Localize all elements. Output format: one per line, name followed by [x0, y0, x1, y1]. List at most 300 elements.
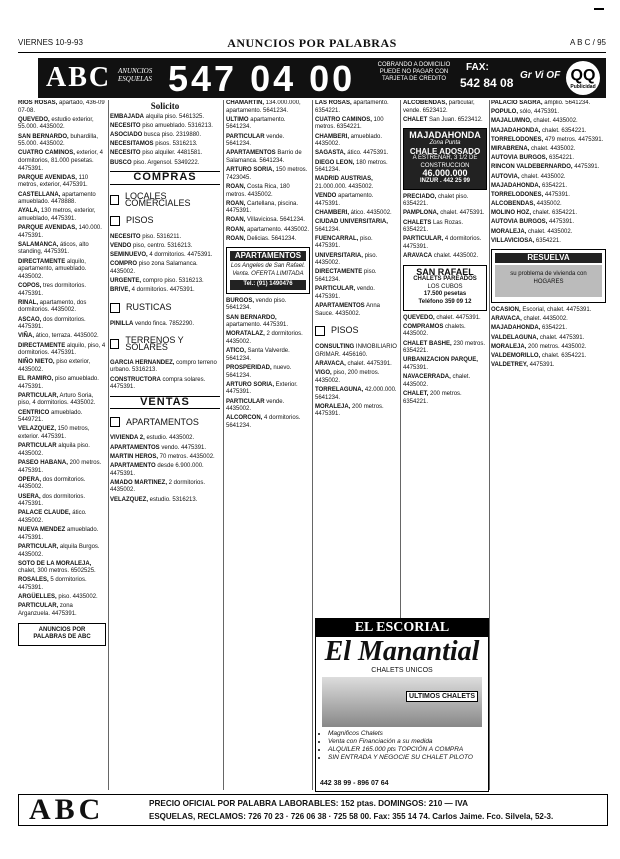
- ad-text: zona Arganzuela. 4475391.: [18, 603, 77, 618]
- ad-text: piso amueblado. 5316213.: [140, 122, 213, 129]
- ad-entry: [226, 134, 310, 149]
- ad-keyword: VELAZQUEZ,: [18, 426, 57, 433]
- ad-keyword: BRIVE,: [110, 287, 131, 294]
- ad-keyword: VIVIENDA 2,: [110, 435, 145, 442]
- ad-text: amueblado. 4475391.: [18, 527, 99, 541]
- ad-keyword: URBANIZACION PARQUE,: [403, 357, 478, 364]
- ad-keyword: ATICO,: [226, 348, 246, 355]
- ad-keyword: RINAL,: [18, 299, 38, 306]
- ad-text: ático. 4435002.: [18, 510, 87, 524]
- ad-list: [491, 100, 606, 245]
- ad-text: 6354221.: [540, 182, 568, 189]
- ad-text: San Juan. 6523412.: [427, 116, 483, 123]
- ad-text: 4475391.: [543, 191, 570, 198]
- ad-text: vendo finca. 7852290.: [133, 321, 195, 328]
- ad-entry: [110, 360, 220, 375]
- ad-text: nuevo. 5641234.: [226, 364, 292, 379]
- ad-text: apartamento. 5641234.: [226, 116, 286, 131]
- ad-text: dos dormitorios. 4475391.: [18, 493, 86, 508]
- ad-entry: [315, 176, 399, 191]
- ad-list: [110, 360, 220, 392]
- ad-keyword: ALCORCON,: [226, 415, 263, 422]
- subcat-label: APARTAMENTOS: [126, 416, 199, 427]
- badge-text: QQ: [570, 67, 596, 84]
- ad-keyword: ROAN,: [226, 217, 246, 224]
- ad-entry: [315, 370, 399, 385]
- ad-entry: [315, 387, 399, 402]
- ad-entry: [491, 100, 606, 108]
- ad-keyword: ROAN,: [226, 183, 246, 190]
- ad-entry: [18, 100, 106, 115]
- footer-logo: ABC: [29, 793, 105, 826]
- ad-entry: [226, 348, 310, 363]
- ad-text: 4475391.: [527, 362, 555, 369]
- ad-text: dos dormitorios. 4435002.: [18, 476, 86, 491]
- ad-text: chalet. 4435002.: [519, 173, 566, 180]
- ad-text: 100 metros. 6354221.: [315, 116, 384, 131]
- ad-text: 4 dormitorios. 5641234.: [226, 415, 301, 429]
- ad-keyword: PARTICULAR,: [18, 603, 59, 610]
- majadahonda-ad: [403, 128, 487, 189]
- ad-list: [403, 315, 487, 407]
- ad-keyword: DIRECTAMENTE: [18, 258, 66, 265]
- ad-entry: [226, 117, 310, 132]
- ad-text: alquilo, apartamento, amueblado. 4435002.: [18, 258, 87, 280]
- ad-keyword: APARTAMENTO: [110, 462, 156, 469]
- ad-entry: [491, 183, 606, 191]
- ad-text: 150 metros. 7423045.: [226, 167, 308, 181]
- ad-text: INMOBILIARIO GRIMAR. 4456160.: [315, 344, 397, 358]
- ad-list: [403, 100, 487, 124]
- ad-text: chalet piso. 6354221.: [403, 193, 469, 208]
- ad-entry: [18, 242, 106, 257]
- ad-keyword: NAVACERRADA,: [403, 374, 451, 381]
- ad-keyword: MOLINO HOZ,: [491, 210, 531, 217]
- ad-entry: [491, 344, 606, 352]
- ad-keyword: PINILLA: [110, 321, 134, 328]
- ad-entry: [491, 174, 606, 182]
- ad-list: [226, 298, 310, 431]
- ad-keyword: DIRECTAMENTE: [315, 269, 363, 276]
- ad-text: alquila piso. 4435002.: [18, 443, 90, 457]
- ad-entry: [315, 193, 399, 208]
- ad-keyword: PARTICULAR: [18, 443, 57, 450]
- ad-entry: [18, 561, 106, 576]
- ad-text: apartamento. 6354221.: [315, 100, 389, 114]
- ad-entry: [491, 325, 606, 333]
- ad-keyword: PARQUE AVENIDAS,: [18, 225, 77, 232]
- ad-keyword: OCASION,: [491, 307, 521, 313]
- ad-keyword: AUTOVIA BURGOS,: [491, 219, 548, 226]
- subcat-locales: [110, 190, 220, 209]
- ad-list: [110, 435, 220, 504]
- ad-text: vende. 4435002.: [226, 398, 285, 413]
- ad-text: chalet. 4435002.: [521, 316, 568, 323]
- ad-keyword: COMPRO: [110, 261, 137, 268]
- subcat-pisos: [315, 326, 399, 336]
- ad-keyword: URGENTE,: [110, 278, 142, 285]
- checkbox-icon: [110, 195, 119, 205]
- ad-entry: [403, 100, 487, 115]
- ad-keyword: PARTICULAR,: [18, 392, 59, 399]
- ad-entry: [403, 236, 487, 251]
- ad-entry: [18, 134, 106, 149]
- ad-keyword: QUEVEDO,: [403, 314, 435, 321]
- ad-text: estudio. 5316213.: [148, 496, 198, 503]
- footer-prices: PRECIO OFICIAL POR PALABRA LABORABLES: 152 ptas. DOMINGOS: 210 — IVA: [149, 799, 469, 808]
- ad-keyword: MADRID AUSTRIAS,: [315, 176, 373, 183]
- ad-keyword: TORRELODONES,: [491, 136, 544, 143]
- ad-text: piso. 4435002.: [315, 252, 378, 267]
- ad-text: piso. 4475391.: [315, 235, 373, 250]
- ad-entry: [491, 307, 606, 315]
- card-logos: Gr Vi OF: [520, 70, 561, 81]
- ad-keyword: OPERA,: [18, 476, 42, 483]
- apartamentos-ad-title: APARTAMENTOS: [230, 251, 306, 261]
- subcat-label: TERRENOS Y SOLARES: [125, 334, 184, 353]
- ad-text: 6354221.: [540, 325, 568, 332]
- ad-entry: [110, 377, 220, 392]
- ad-entry: [491, 192, 606, 200]
- ad-keyword: MORATALAZ,: [226, 331, 265, 338]
- ad-list: [315, 100, 399, 318]
- ad-entry: [18, 393, 106, 408]
- ad-text: vendo. 4475391.: [315, 286, 375, 300]
- ventas-heading: VENTAS: [110, 396, 220, 410]
- ad-keyword: ULTIMO: [226, 116, 249, 123]
- ad-keyword: COMPRAMOS: [403, 323, 444, 330]
- ad-text: estudio. 4435002.: [144, 435, 195, 442]
- ad-text: 4475391.: [572, 164, 600, 171]
- ad-keyword: CUATRO CAMINOS,: [18, 150, 75, 157]
- ad-text: A ESTRENAR, 3 1/2 DE CONSTRUCCION: [412, 155, 478, 169]
- ad-entry: [226, 184, 310, 199]
- ad-keyword: SALAMANCA,: [18, 241, 59, 248]
- ad-bullet: • Magnificos Chalets: [328, 730, 488, 738]
- ad-entry: [110, 287, 220, 295]
- ad-entry: [18, 510, 106, 525]
- ad-sub: CHALETS PAREADOS: [413, 276, 477, 283]
- ad-keyword: CHALET,: [403, 390, 429, 397]
- ad-text: Arturo Soria, piso, 4 dormitorios. 4435002.: [18, 392, 96, 407]
- ad-entry: [110, 123, 220, 131]
- ad-text: chalet. 4475391.: [538, 334, 585, 341]
- ad-keyword: CHALET: [403, 116, 428, 123]
- ad-line: CHALE ADOSADO: [409, 146, 481, 156]
- ad-entry: [18, 577, 106, 592]
- ad-text: 150 metros, exterior. 4475391.: [18, 426, 90, 441]
- ad-text: 4475391.: [547, 219, 575, 226]
- ad-entry: [18, 603, 106, 618]
- ad-text: chalet. 4435002.: [531, 118, 578, 125]
- ad-list: [226, 100, 310, 243]
- ad-entry: [226, 227, 310, 235]
- ad-keyword: LAS ROSAS,: [315, 100, 352, 106]
- ad-entry: [110, 234, 220, 242]
- ad-entry: [315, 269, 399, 284]
- ad-keyword: EMBAJADA: [110, 113, 145, 120]
- ad-entry: [403, 210, 487, 218]
- ad-entry: [315, 210, 399, 218]
- san-rafael-ad: [403, 265, 487, 311]
- ad-entry: [226, 298, 310, 313]
- ad-entry: [18, 477, 106, 492]
- ad-text: 21.000.000. 4435002.: [315, 183, 374, 190]
- ad-keyword: PALACIO SAGRA,: [491, 100, 543, 106]
- column-3: [226, 100, 310, 790]
- ad-entry: [403, 220, 487, 235]
- ad-text: compra solares. 4475391.: [110, 376, 206, 391]
- ad-text: 4 dormitorios. 4475391.: [130, 287, 195, 294]
- ad-text: sólo, 4475391.: [518, 109, 560, 116]
- ad-text: chalet. 6354221.: [540, 352, 587, 359]
- ad-keyword: MORALEJA,: [491, 228, 527, 235]
- ad-keyword: ARTURO SORIA,: [226, 381, 274, 388]
- ad-entry: [110, 243, 220, 251]
- ad-text: 200 metros. 4435002.: [526, 343, 587, 350]
- footer-contact: ESQUELAS, RECLAMOS: 726 70 23 · 726 06 38 · 725 58 00. Fax: 355 14 74. Carlos Jaime. Fco. Silvela, 52-3.: [149, 812, 554, 821]
- ad-entry: [18, 494, 106, 509]
- ad-text: piso. 5316211.: [140, 233, 182, 240]
- ad-keyword: CONSULTING: [315, 344, 355, 351]
- ad-entry: [491, 335, 606, 343]
- ad-keyword: DIRECTAMENTE: [18, 342, 66, 349]
- column-rule: [489, 100, 490, 790]
- ad-entry: [491, 353, 606, 361]
- ad-keyword: FUENCARRAL,: [315, 235, 359, 242]
- ad-title: MAJADAHONDA: [409, 130, 481, 141]
- ad-entry: [226, 365, 310, 380]
- ad-entry: [226, 399, 310, 414]
- ad-keyword: VALDELAGUNA,: [491, 334, 539, 341]
- ad-keyword: MARTIN HEROS,: [110, 453, 158, 460]
- ad-entry: [315, 361, 399, 369]
- ad-keyword: MAJADAHONDA,: [491, 182, 541, 189]
- ad-keyword: TORRELAGUNA,: [315, 386, 364, 393]
- ad-text: chalets. 4435002.: [403, 323, 466, 338]
- ad-keyword: POPULO,: [491, 109, 519, 116]
- ad-keyword: ROAN,: [226, 226, 246, 233]
- ad-entry: [18, 594, 106, 602]
- ad-entry: [110, 480, 220, 495]
- ad-keyword: SAN BERNARDO,: [18, 133, 69, 140]
- ad-text: chalet. 6354221.: [540, 127, 587, 134]
- ad-text: apartado, 436-09 07-08.: [18, 100, 105, 114]
- ad-keyword: TORRELODONES,: [491, 191, 544, 198]
- ad-text: apartamento amueblado. 4478888.: [18, 191, 96, 206]
- ad-keyword: MAJADAHONDA,: [491, 325, 541, 332]
- ad-text: chalet. 4475391.: [345, 360, 392, 367]
- ad-keyword: GARCIA HERNANDEZ,: [110, 359, 175, 366]
- ad-keyword: PARTICULAR,: [315, 286, 356, 293]
- ad-text: ático. 4475391.: [345, 150, 389, 157]
- ad-entry: [226, 167, 310, 182]
- ad-text: 200 metros. 4475391.: [18, 460, 102, 474]
- ad-text: piso, centro. 5316213.: [131, 243, 193, 250]
- ad-text: 42.000.000. 5641234.: [315, 386, 397, 401]
- ad-entry: [18, 359, 106, 374]
- ad-keyword: PARTICULAR: [226, 398, 265, 405]
- apartamentos-ad-text: Los Angeles de San Rafael. Venta. OFERTA LIMITADA: [230, 263, 306, 277]
- ad-keyword: CHALET BASHE,: [403, 340, 452, 347]
- ad-text: su problema de vivienda con HOGARES: [495, 265, 602, 297]
- ad-text: 6354221.: [547, 155, 575, 162]
- ad-phone: INZUR . 442 25 99: [419, 177, 471, 184]
- ad-keyword: ARTURO SORIA,: [226, 167, 274, 174]
- ad-keyword: RINCON VALDEBERNARDO,: [491, 164, 573, 171]
- ad-entry: [110, 463, 220, 478]
- ad-entry: [491, 316, 606, 324]
- ad-entry: [110, 445, 220, 453]
- ad-text: 134.000.000, apartamento. 5641234.: [226, 100, 301, 114]
- ad-keyword: NECESITO: [110, 122, 141, 129]
- ad-keyword: APARTAMENTOS: [315, 302, 365, 309]
- ad-entry: [491, 109, 606, 117]
- compras-heading: COMPRAS: [110, 171, 220, 185]
- ad-text: Escorial, chalet. 4475391.: [520, 307, 592, 313]
- subcat-rusticas: [110, 303, 220, 313]
- page-number: A B C / 95: [569, 38, 606, 47]
- ad-keyword: APARTAMENTOS: [226, 150, 276, 157]
- ad-entry: [491, 238, 606, 246]
- ad-entry: [226, 150, 310, 165]
- ad-entry: [403, 341, 487, 356]
- ad-keyword: VALDETREY,: [491, 362, 528, 369]
- ad-keyword: VILLAVICIOSA,: [491, 237, 535, 244]
- ad-text: ático. 4435002.: [349, 209, 392, 216]
- ad-text: Delicias. 5641234.: [245, 235, 297, 242]
- ad-text: 479 metros. 4475391.: [543, 136, 604, 143]
- ad-keyword: VENDO: [315, 193, 337, 200]
- ad-entry: [18, 527, 106, 542]
- ad-text: 4475391.: [403, 364, 429, 371]
- column-rule: [108, 100, 109, 790]
- ad-keyword: NIÑO NIETO,: [18, 359, 55, 366]
- ad-text: tres dormitorios. 4475391.: [18, 283, 87, 297]
- ad-entry: [226, 217, 310, 225]
- checkbox-icon: [110, 339, 119, 349]
- subcat-label: PISOS: [126, 215, 154, 226]
- ad-text: alquilo, piso, 4 dormitorios. 4475391.: [18, 342, 106, 357]
- ad-text: apartamento, dos dormitorios. 4435002.: [18, 299, 87, 314]
- badge-sub: Publicidad: [570, 84, 596, 90]
- ad-entry: [18, 343, 106, 358]
- ad-text: Cartellana, piscina. 4475391.: [226, 200, 299, 215]
- ad-entry: [315, 160, 399, 175]
- ad-entry: [18, 460, 106, 475]
- ad-entry: [110, 141, 220, 149]
- ad-sub: Zona Punta: [429, 139, 461, 146]
- ad-entry: [491, 164, 606, 172]
- ad-keyword: CHALETS: [403, 219, 432, 226]
- ad-entry: [18, 208, 106, 223]
- ad-keyword: BURGOS,: [226, 297, 255, 304]
- ad-text: amplio. 5641234.: [542, 100, 591, 106]
- ad-entry: [226, 236, 310, 244]
- ad-text: 180 metros. 5641234.: [315, 159, 388, 174]
- ad-entry: [315, 117, 399, 132]
- ad-text: piso. 5641234.: [315, 269, 377, 283]
- subcat-terrenos: [110, 334, 220, 353]
- ad-text: áticos, alto standing, 4475391.: [18, 241, 89, 256]
- ad-entry: [18, 192, 106, 207]
- ad-text: Costa Rica, 180 metros. 4435002.: [226, 183, 290, 198]
- ad-entry: [491, 155, 606, 163]
- ad-text: 4435002.: [535, 201, 562, 208]
- ad-text: 4 dormitorios. 4475391.: [403, 236, 482, 250]
- ad-entry: [18, 300, 106, 315]
- ad-text: piso exterior, 4435002.: [18, 359, 91, 373]
- ad-entry: [491, 137, 606, 145]
- ad-text: desde 6.900.000. 4475391.: [110, 462, 204, 477]
- footer-banner: [18, 794, 608, 826]
- ad-text: piso, 200 metros. 4435002.: [315, 370, 380, 384]
- ad-keyword: PROSPERIDAD,: [226, 364, 272, 371]
- ad-text: Las Rozas. 6354221.: [403, 219, 464, 234]
- ad-text: dos dormitorios. 4475391.: [18, 316, 86, 331]
- ad-text: vendo. 4475391.: [159, 444, 207, 451]
- ad-list: [110, 321, 220, 329]
- ad-text: ático, terraza. 4435002.: [34, 333, 99, 340]
- ad-entry: [491, 362, 606, 370]
- ad-entry: [110, 150, 220, 158]
- ad-entry: [315, 236, 399, 251]
- ad-text: alquila Burgos. 4435002.: [18, 543, 100, 558]
- ad-keyword: PARTICULAR,: [403, 236, 444, 243]
- ad-keyword: VELAZQUEZ,: [110, 496, 149, 503]
- ad-keyword: SOTO DE LA MORALEJA,: [18, 560, 92, 567]
- ad-keyword: EL RAMIRO,: [18, 376, 54, 383]
- ad-keyword: PASEO HABANA,: [18, 460, 68, 466]
- checkbox-icon: [110, 216, 120, 226]
- ad-text: chalet. 4435002.: [432, 253, 479, 260]
- ad-text: 110 metros, exterior, 4475391.: [18, 174, 89, 189]
- ad-keyword: MAJADAHONDA,: [491, 127, 541, 134]
- ad-text: chalet, 300 metros. 6502525.: [18, 568, 96, 575]
- subcat-label: RUSTICAS: [126, 302, 172, 313]
- solicito-heading: Solicito: [150, 101, 180, 111]
- ad-entry: [18, 426, 106, 441]
- ad-entry: [226, 415, 310, 430]
- publicidad-badge: [566, 61, 600, 95]
- ad-title: SAN RAFAEL: [416, 266, 474, 277]
- ad-bullets: [322, 730, 488, 762]
- ad-entry: [491, 210, 606, 218]
- fax-label: FAX:: [466, 62, 489, 73]
- ad-text: 230 metros. 6354221.: [403, 340, 486, 355]
- ad-entry: [110, 261, 220, 276]
- ad-tagline: CHALETS UNICOS: [371, 667, 433, 674]
- ad-phones: 442 38 99 - 896 07 64: [320, 780, 389, 787]
- ad-keyword: ARGÜELLES,: [18, 594, 57, 601]
- abc-logo-sub: ANUNCIOS ESQUELAS: [118, 67, 153, 83]
- ad-keyword: ALCOBENDAS,: [403, 100, 448, 106]
- ad-entry: [491, 229, 606, 237]
- abc-logo: ABC: [46, 62, 112, 93]
- ad-entry: [315, 404, 399, 419]
- ad-keyword: VALDEMORILLO,: [491, 352, 541, 359]
- ad-text: 5 dormitorios. 4475391.: [18, 577, 87, 592]
- page-header: [18, 36, 606, 53]
- ad-entry: [315, 344, 399, 359]
- abc-box: [18, 623, 106, 646]
- ad-keyword: PARQUE AVENIDAS,: [18, 174, 77, 181]
- ad-keyword: ARAVACA: [403, 253, 433, 260]
- ad-bullet: • SIN ENTRADA Y NEGOCIE SU CHALET PILOTO: [328, 754, 488, 762]
- ad-text: chalet. 4435002.: [526, 228, 573, 235]
- ad-brand: El Manantial: [324, 636, 480, 667]
- ad-entry: [403, 374, 487, 389]
